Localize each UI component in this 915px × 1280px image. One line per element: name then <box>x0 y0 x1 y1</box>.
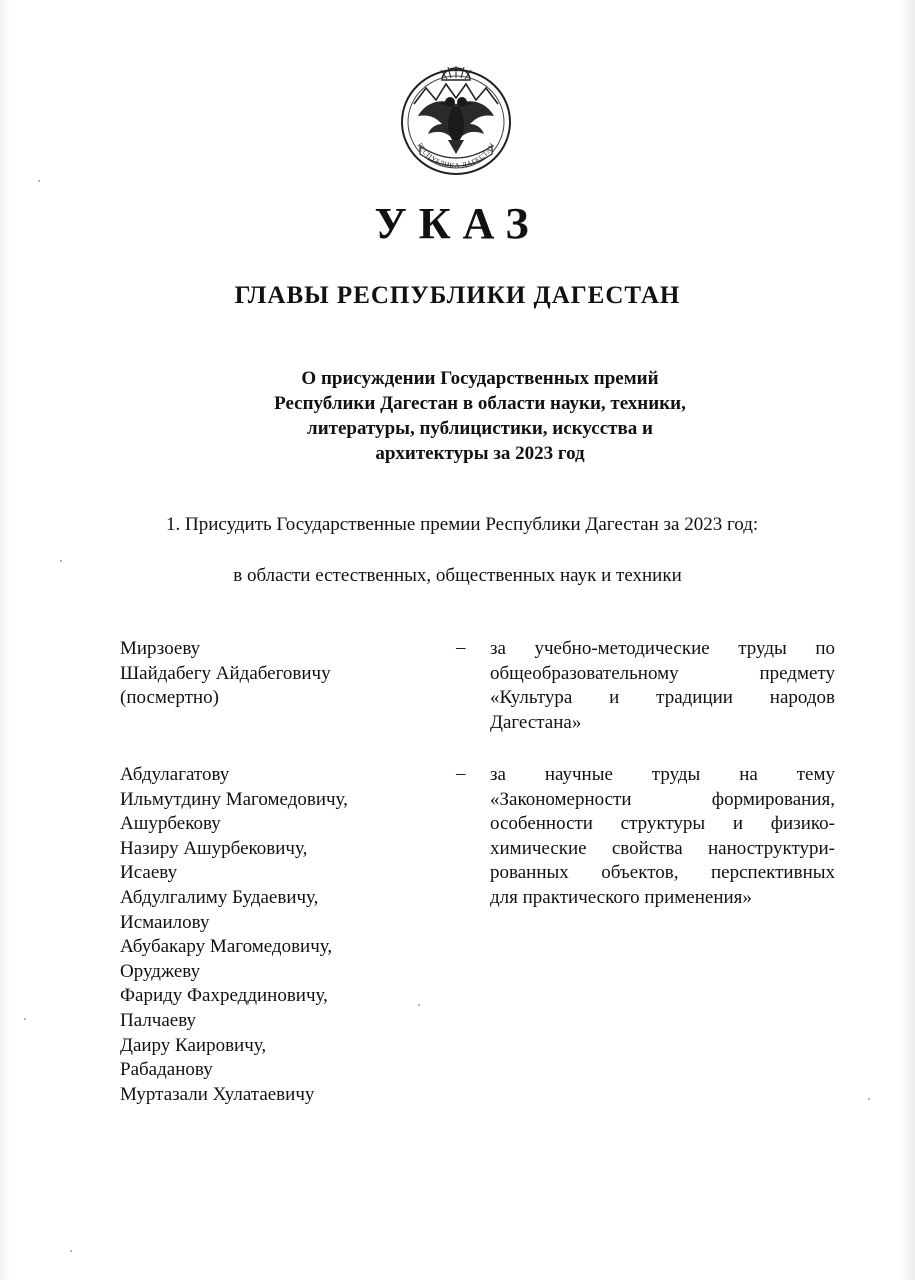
recipient-line: Исмаилову <box>120 911 210 933</box>
merit-line: Дагестана» <box>490 711 582 733</box>
scan-speck <box>60 560 62 562</box>
award-2-merit <box>490 763 835 911</box>
recipient-line: (посмертно) <box>120 687 219 709</box>
coat-of-arms-emblem <box>396 58 516 178</box>
recipient-line: Исаеву <box>120 862 178 884</box>
decree-issuer: ГЛАВЫ РЕСПУБЛИКИ ДАГЕСТАН <box>234 282 681 309</box>
dagestan-coat-of-arms-eagle-icon <box>396 58 516 178</box>
heading-line: архитектуры за 2023 год <box>375 443 585 464</box>
award-2-dash: – <box>456 763 466 784</box>
svg-text:РЕСПУБЛИКА ДАГЕСТАН: РЕСПУБЛИКА ДАГЕСТАН <box>415 141 497 170</box>
decree-title: УКАЗ <box>374 199 541 248</box>
award-1-recipients <box>120 637 440 711</box>
recipient-line: Абдулагатову <box>120 764 230 785</box>
award-1-merit <box>490 637 835 735</box>
recipient-line: Оруджеву <box>120 960 201 982</box>
recipient-line: Муртазали Хулатаевичу <box>120 1083 315 1105</box>
scan-speck <box>418 1004 420 1006</box>
merit-line: химические свойства наноструктури- <box>490 837 835 859</box>
scan-speck <box>24 1018 26 1020</box>
award-2-recipients <box>120 763 440 1107</box>
recipient-line: Рабаданову <box>120 1059 213 1081</box>
recipient-line: Абубакару Магомедовичу, <box>120 936 333 958</box>
merit-line: за научные труды на тему <box>490 764 835 785</box>
heading-line: Республики Дагестан в области науки, техники, <box>274 393 686 414</box>
scan-speck <box>38 180 40 182</box>
recipient-line: Фариду Фахреддиновичу, <box>120 985 328 1007</box>
merit-line: особенности структуры и физико- <box>490 813 835 835</box>
clause-1: 1. Присудить Государственные премии Республики Дагестан за 2023 год: <box>166 514 759 535</box>
decree-heading <box>230 366 730 466</box>
recipient-line: Назиру Ашурбековичу, <box>120 837 308 859</box>
recipient-line: Шайдабегу Айдабеговичу <box>120 662 331 684</box>
merit-line: для практического применения» <box>490 886 752 908</box>
award-1-dash: – <box>456 637 466 658</box>
heading-line: О присуждении Государственных премий <box>301 368 659 389</box>
merit-line: «Закономерности формирования, <box>490 788 835 810</box>
recipient-line: Даиру Каировичу, <box>120 1034 267 1056</box>
recipient-line: Палчаеву <box>120 1009 197 1031</box>
heading-line: литературы, публицистики, искусства и <box>307 418 653 439</box>
recipient-line: Ашурбекову <box>120 813 221 835</box>
recipient-line: Ильмутдину Магомедовичу, <box>120 788 348 810</box>
merit-line: рованных объектов, перспективных <box>490 862 835 884</box>
award-category: в области естественных, общественных наук и техники <box>233 565 682 586</box>
merit-line: общеобразовательному предмету <box>490 662 835 684</box>
merit-line: за учебно-методические труды по <box>490 638 835 659</box>
recipient-line: Абдулгалиму Будаевичу, <box>120 886 319 908</box>
scan-speck <box>868 1098 870 1100</box>
recipient-line: Мирзоеву <box>120 638 201 659</box>
merit-line: «Культура и традиции народов <box>490 687 835 709</box>
scan-speck <box>70 1250 72 1252</box>
